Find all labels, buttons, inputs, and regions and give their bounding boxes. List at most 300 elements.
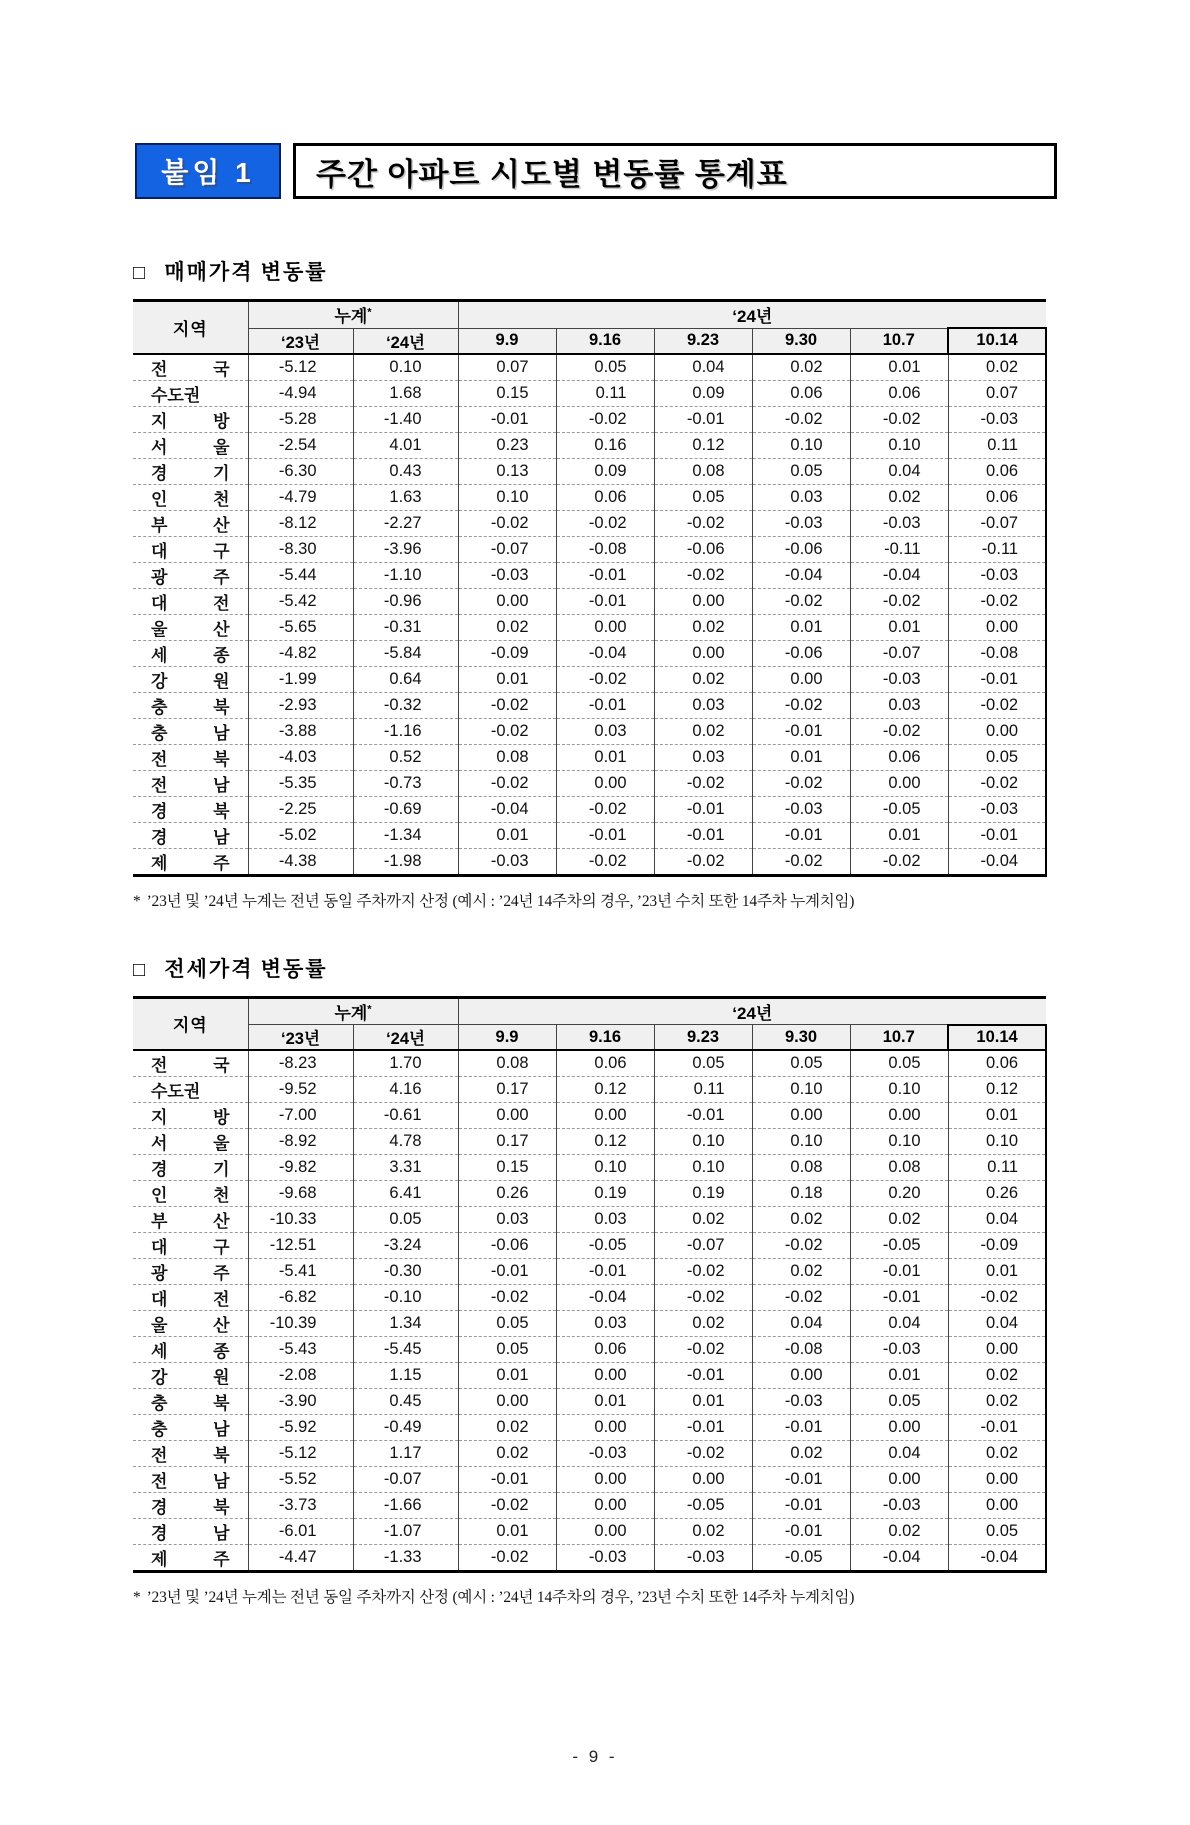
region-label: 세 종	[133, 640, 248, 666]
section-title-jeonse-label: 전세가격 변동률	[164, 956, 328, 981]
value-cell: -0.02	[556, 510, 654, 536]
value-cell: 0.11	[654, 1077, 752, 1103]
column-header-week-9-23: 9.23	[654, 1025, 752, 1051]
value-cell: 0.01	[752, 614, 850, 640]
value-cell: 0.26	[458, 1181, 556, 1207]
value-cell: 0.00	[556, 614, 654, 640]
value-cell: -0.02	[850, 718, 948, 744]
value-cell: 0.10	[850, 432, 948, 458]
table-row	[133, 1441, 1046, 1467]
value-cell: -0.02	[458, 1285, 556, 1311]
value-cell: 0.10	[752, 432, 850, 458]
value-cell: -0.03	[850, 1337, 948, 1363]
value-cell: 0.00	[850, 770, 948, 796]
value-cell: -4.47	[248, 1545, 353, 1572]
square-bullet-icon: □	[133, 958, 148, 981]
value-cell: -0.02	[752, 588, 850, 614]
value-cell: -0.01	[752, 822, 850, 848]
value-cell: 0.26	[948, 1181, 1046, 1207]
value-cell: 0.43	[353, 458, 458, 484]
value-cell: -0.02	[948, 1285, 1046, 1311]
attachment-badge-label: 붙임 1	[161, 157, 255, 188]
region-label: 제 주	[133, 1545, 248, 1572]
value-cell: -0.07	[948, 510, 1046, 536]
value-cell: -5.92	[248, 1415, 353, 1441]
value-cell: 0.09	[556, 458, 654, 484]
value-cell: 0.17	[458, 1077, 556, 1103]
value-cell: -0.02	[654, 848, 752, 875]
footnote-text: ’23년 및 ’24년 누계는 전년 동일 주차까지 산정 (예시 : ’24년 14주차의 경우, ’23년 수치 또한 14주차 누계치임)	[146, 892, 855, 910]
value-cell: -0.01	[752, 1415, 850, 1441]
region-label: 광 주	[133, 562, 248, 588]
value-cell: 0.64	[353, 666, 458, 692]
value-cell: 0.00	[458, 1103, 556, 1129]
value-cell: 0.08	[458, 1050, 556, 1077]
section-title-sales	[133, 256, 1190, 286]
region-label: 전 국	[133, 1050, 248, 1077]
value-cell: -12.51	[248, 1233, 353, 1259]
value-cell: -0.01	[654, 406, 752, 432]
value-cell: -9.52	[248, 1077, 353, 1103]
page-title-box	[293, 143, 1057, 199]
value-cell: 0.03	[654, 744, 752, 770]
value-cell: 0.00	[752, 1103, 850, 1129]
table-row	[133, 1363, 1046, 1389]
footnote-asterisk: *	[367, 306, 372, 319]
value-cell: 4.16	[353, 1077, 458, 1103]
value-cell: -4.79	[248, 484, 353, 510]
value-cell: 0.00	[556, 1467, 654, 1493]
region-label: 전 남	[133, 770, 248, 796]
footnote-text: ’23년 및 ’24년 누계는 전년 동일 주차까지 산정 (예시 : ’24년 14주차의 경우, ’23년 수치 또한 14주차 누계치임)	[146, 1589, 855, 1606]
value-cell: 0.01	[752, 744, 850, 770]
value-cell: -3.24	[353, 1233, 458, 1259]
value-cell: -0.49	[353, 1415, 458, 1441]
value-cell: 0.05	[654, 1050, 752, 1077]
value-cell: -0.03	[752, 1389, 850, 1415]
value-cell: -1.34	[353, 822, 458, 848]
value-cell: -0.01	[556, 588, 654, 614]
value-cell: 0.00	[948, 1493, 1046, 1519]
section-title-sales-label: 매매가격 변동률	[164, 260, 328, 284]
value-cell: -0.04	[458, 796, 556, 822]
table-row	[133, 1077, 1046, 1103]
value-cell: -5.44	[248, 562, 353, 588]
value-cell: -0.02	[654, 1259, 752, 1285]
value-cell: 0.04	[654, 354, 752, 381]
value-cell: 0.00	[948, 1337, 1046, 1363]
table-row	[133, 1259, 1046, 1285]
value-cell: -0.01	[752, 1519, 850, 1545]
value-cell: 0.02	[458, 614, 556, 640]
table-row	[133, 1545, 1046, 1572]
value-cell: 0.10	[654, 1129, 752, 1155]
value-cell: -10.39	[248, 1311, 353, 1337]
column-group-year: ‘24년	[458, 997, 1046, 1025]
value-cell: 0.04	[948, 1207, 1046, 1233]
footnote-marker: *	[133, 1589, 141, 1606]
table-row	[133, 1233, 1046, 1259]
value-cell: -5.35	[248, 770, 353, 796]
footnote-sales	[133, 889, 1190, 911]
table-row	[133, 1415, 1046, 1441]
value-cell: -0.01	[948, 1415, 1046, 1441]
table-row	[133, 1155, 1046, 1181]
value-cell: -0.73	[353, 770, 458, 796]
value-cell: 1.17	[353, 1441, 458, 1467]
value-cell: -0.02	[458, 692, 556, 718]
value-cell: 0.10	[458, 484, 556, 510]
value-cell: -0.01	[948, 666, 1046, 692]
table-row	[133, 562, 1046, 588]
value-cell: 0.01	[458, 666, 556, 692]
value-cell: 0.12	[948, 1077, 1046, 1103]
value-cell: -0.01	[458, 406, 556, 432]
value-cell: 0.10	[752, 1129, 850, 1155]
value-cell: -2.54	[248, 432, 353, 458]
value-cell: 0.05	[752, 458, 850, 484]
table-subheader-row	[133, 328, 1046, 354]
value-cell: -5.02	[248, 822, 353, 848]
value-cell: -0.02	[752, 406, 850, 432]
value-cell: -0.11	[948, 536, 1046, 562]
region-label: 경 기	[133, 458, 248, 484]
value-cell: -1.33	[353, 1545, 458, 1572]
value-cell: 0.09	[654, 380, 752, 406]
value-cell: 0.45	[353, 1389, 458, 1415]
attachment-badge	[135, 143, 281, 199]
value-cell: 0.03	[556, 1311, 654, 1337]
value-cell: 0.00	[948, 718, 1046, 744]
column-header-week-9-23: 9.23	[654, 328, 752, 354]
value-cell: 0.07	[458, 354, 556, 381]
value-cell: -3.96	[353, 536, 458, 562]
region-label: 경 기	[133, 1155, 248, 1181]
value-cell: 0.01	[458, 1519, 556, 1545]
value-cell: 0.06	[556, 1337, 654, 1363]
value-cell: -0.03	[948, 796, 1046, 822]
value-cell: 0.00	[752, 1363, 850, 1389]
table-row	[133, 848, 1046, 875]
table-row	[133, 770, 1046, 796]
value-cell: 0.01	[556, 1389, 654, 1415]
value-cell: 0.05	[850, 1050, 948, 1077]
value-cell: -0.05	[654, 1493, 752, 1519]
column-header-week-9-30: 9.30	[752, 328, 850, 354]
column-group-cumulative: 누계*	[248, 301, 458, 329]
section-title-jeonse	[133, 953, 1190, 983]
table-row	[133, 1103, 1046, 1129]
value-cell: 0.11	[948, 1155, 1046, 1181]
value-cell: 0.19	[556, 1181, 654, 1207]
value-cell: 0.10	[948, 1129, 1046, 1155]
document-header	[135, 143, 1057, 199]
value-cell: 0.00	[850, 1103, 948, 1129]
value-cell: -0.02	[752, 1233, 850, 1259]
value-cell: -5.45	[353, 1337, 458, 1363]
value-cell: -8.12	[248, 510, 353, 536]
value-cell: 0.12	[556, 1077, 654, 1103]
value-cell: -4.94	[248, 380, 353, 406]
value-cell: -0.04	[556, 640, 654, 666]
value-cell: -0.02	[654, 510, 752, 536]
value-cell: -0.02	[948, 770, 1046, 796]
value-cell: -0.02	[752, 848, 850, 875]
region-label: 강 원	[133, 666, 248, 692]
value-cell: 0.02	[654, 718, 752, 744]
value-cell: 0.13	[458, 458, 556, 484]
region-label: 충 북	[133, 692, 248, 718]
page-number: - 9 -	[572, 1747, 618, 1766]
table-row	[133, 380, 1046, 406]
value-cell: -0.01	[654, 1415, 752, 1441]
value-cell: -0.02	[752, 770, 850, 796]
value-cell: 0.04	[850, 1441, 948, 1467]
value-cell: 4.01	[353, 432, 458, 458]
value-cell: 0.03	[752, 484, 850, 510]
value-cell: 0.08	[458, 744, 556, 770]
value-cell: -0.32	[353, 692, 458, 718]
column-header-week-9-9: 9.9	[458, 1025, 556, 1051]
value-cell: 0.04	[752, 1311, 850, 1337]
value-cell: -0.02	[948, 588, 1046, 614]
value-cell: -5.41	[248, 1259, 353, 1285]
value-cell: -0.01	[752, 718, 850, 744]
value-cell: 0.02	[752, 1259, 850, 1285]
value-cell: -0.06	[458, 1233, 556, 1259]
value-cell: 0.02	[850, 484, 948, 510]
value-cell: 0.05	[458, 1311, 556, 1337]
region-label: 경 남	[133, 822, 248, 848]
value-cell: -0.30	[353, 1259, 458, 1285]
value-cell: -9.68	[248, 1181, 353, 1207]
value-cell: 0.00	[556, 1363, 654, 1389]
value-cell: 1.15	[353, 1363, 458, 1389]
region-label: 울 산	[133, 1311, 248, 1337]
value-cell: -0.01	[654, 1363, 752, 1389]
region-label: 대 전	[133, 1285, 248, 1311]
value-cell: -0.04	[850, 562, 948, 588]
table-row	[133, 718, 1046, 744]
region-label: 경 북	[133, 1493, 248, 1519]
table-row	[133, 1311, 1046, 1337]
table-row	[133, 796, 1046, 822]
value-cell: -0.09	[458, 640, 556, 666]
value-cell: 0.17	[458, 1129, 556, 1155]
value-cell: -0.02	[654, 770, 752, 796]
value-cell: -5.12	[248, 354, 353, 381]
sales-price-section	[0, 256, 1190, 911]
value-cell: 0.02	[752, 354, 850, 381]
value-cell: -0.09	[948, 1233, 1046, 1259]
value-cell: 0.15	[458, 380, 556, 406]
value-cell: -1.10	[353, 562, 458, 588]
value-cell: -0.05	[850, 796, 948, 822]
value-cell: 0.02	[948, 1441, 1046, 1467]
value-cell: 0.19	[654, 1181, 752, 1207]
column-header-2024: ‘24년	[353, 328, 458, 354]
value-cell: -1.40	[353, 406, 458, 432]
footnote-marker: *	[133, 892, 141, 910]
table-row	[133, 1493, 1046, 1519]
footnote-asterisk: *	[367, 1003, 372, 1016]
value-cell: -0.02	[556, 666, 654, 692]
value-cell: 0.02	[752, 1207, 850, 1233]
value-cell: -5.43	[248, 1337, 353, 1363]
region-label: 세 종	[133, 1337, 248, 1363]
value-cell: -0.02	[850, 848, 948, 875]
value-cell: -7.00	[248, 1103, 353, 1129]
value-cell: -0.04	[948, 848, 1046, 875]
value-cell: -0.02	[458, 510, 556, 536]
value-cell: 0.02	[458, 1415, 556, 1441]
table-row	[133, 458, 1046, 484]
value-cell: 0.10	[353, 354, 458, 381]
value-cell: 0.01	[850, 822, 948, 848]
value-cell: -5.12	[248, 1441, 353, 1467]
column-header-2024: ‘24년	[353, 1025, 458, 1051]
value-cell: -0.01	[654, 1103, 752, 1129]
value-cell: 0.03	[556, 718, 654, 744]
region-label: 전 북	[133, 1441, 248, 1467]
value-cell: 0.10	[654, 1155, 752, 1181]
value-cell: -0.01	[458, 1259, 556, 1285]
value-cell: 0.06	[948, 1050, 1046, 1077]
value-cell: 0.05	[752, 1050, 850, 1077]
table-row	[133, 692, 1046, 718]
value-cell: -5.28	[248, 406, 353, 432]
value-cell: 0.00	[948, 614, 1046, 640]
value-cell: 0.05	[948, 744, 1046, 770]
value-cell: -0.08	[752, 1337, 850, 1363]
value-cell: -0.02	[850, 588, 948, 614]
value-cell: -0.03	[948, 562, 1046, 588]
value-cell: -5.84	[353, 640, 458, 666]
value-cell: -0.01	[850, 1285, 948, 1311]
table-row	[133, 1129, 1046, 1155]
value-cell: 0.01	[458, 822, 556, 848]
value-cell: 0.06	[752, 380, 850, 406]
value-cell: -0.02	[458, 1545, 556, 1572]
value-cell: 0.01	[948, 1103, 1046, 1129]
value-cell: -0.08	[556, 536, 654, 562]
value-cell: 0.02	[752, 1441, 850, 1467]
region-label: 수도권	[133, 380, 248, 406]
value-cell: -3.73	[248, 1493, 353, 1519]
value-cell: -0.02	[556, 848, 654, 875]
value-cell: 0.02	[654, 666, 752, 692]
value-cell: 0.18	[752, 1181, 850, 1207]
value-cell: -0.02	[654, 1337, 752, 1363]
column-header-week-9-30: 9.30	[752, 1025, 850, 1051]
value-cell: 0.02	[654, 614, 752, 640]
value-cell: 0.02	[948, 1389, 1046, 1415]
value-cell: 0.06	[556, 484, 654, 510]
value-cell: 0.00	[556, 1103, 654, 1129]
region-label: 충 남	[133, 718, 248, 744]
value-cell: 0.02	[654, 1311, 752, 1337]
value-cell: -0.03	[850, 510, 948, 536]
value-cell: 0.08	[654, 458, 752, 484]
column-header-week-10-14: 10.14	[948, 1025, 1046, 1051]
value-cell: 0.02	[948, 1363, 1046, 1389]
value-cell: -3.90	[248, 1389, 353, 1415]
column-header-week-9-9: 9.9	[458, 328, 556, 354]
value-cell: -0.01	[752, 1493, 850, 1519]
value-cell: 0.02	[948, 354, 1046, 381]
value-cell: -0.02	[948, 692, 1046, 718]
value-cell: 0.10	[850, 1077, 948, 1103]
value-cell: -0.02	[752, 1285, 850, 1311]
value-cell: 0.05	[353, 1207, 458, 1233]
value-cell: 0.06	[850, 380, 948, 406]
value-cell: 0.04	[948, 1311, 1046, 1337]
value-cell: 0.02	[850, 1207, 948, 1233]
value-cell: 0.12	[654, 432, 752, 458]
column-group-cumulative: 누계*	[248, 997, 458, 1025]
value-cell: -2.25	[248, 796, 353, 822]
value-cell: 0.05	[850, 1389, 948, 1415]
column-header-2023: ‘23년	[248, 328, 353, 354]
value-cell: -4.38	[248, 848, 353, 875]
value-cell: 0.00	[458, 588, 556, 614]
value-cell: 0.00	[556, 770, 654, 796]
region-label: 경 남	[133, 1519, 248, 1545]
value-cell: -0.02	[458, 1493, 556, 1519]
region-label: 대 전	[133, 588, 248, 614]
value-cell: 0.05	[556, 354, 654, 381]
value-cell: -0.11	[850, 536, 948, 562]
value-cell: -4.03	[248, 744, 353, 770]
value-cell: 0.00	[850, 1415, 948, 1441]
value-cell: 0.00	[556, 1415, 654, 1441]
table-subheader-row	[133, 1025, 1046, 1051]
value-cell: -0.01	[556, 1259, 654, 1285]
value-cell: -0.02	[752, 692, 850, 718]
region-label: 인 천	[133, 1181, 248, 1207]
value-cell: 0.16	[556, 432, 654, 458]
footnote-jeonse	[133, 1585, 1190, 1607]
value-cell: 0.05	[948, 1519, 1046, 1545]
value-cell: -0.02	[850, 406, 948, 432]
value-cell: -0.02	[458, 718, 556, 744]
region-label: 전 남	[133, 1467, 248, 1493]
value-cell: -0.04	[556, 1285, 654, 1311]
table-row	[133, 1207, 1046, 1233]
table-row	[133, 640, 1046, 666]
column-header-2023: ‘23년	[248, 1025, 353, 1051]
value-cell: 0.01	[850, 614, 948, 640]
value-cell: -0.61	[353, 1103, 458, 1129]
value-cell: 0.02	[654, 1519, 752, 1545]
value-cell: -0.03	[850, 1493, 948, 1519]
table-row	[133, 484, 1046, 510]
value-cell: -1.66	[353, 1493, 458, 1519]
region-label: 부 산	[133, 510, 248, 536]
value-cell: 0.11	[556, 380, 654, 406]
value-cell: 0.01	[654, 1389, 752, 1415]
table-row	[133, 1337, 1046, 1363]
value-cell: -0.04	[752, 562, 850, 588]
value-cell: -1.98	[353, 848, 458, 875]
value-cell: 0.01	[850, 354, 948, 381]
value-cell: 0.00	[458, 1389, 556, 1415]
value-cell: 0.52	[353, 744, 458, 770]
value-cell: 0.10	[556, 1155, 654, 1181]
value-cell: 0.10	[752, 1077, 850, 1103]
value-cell: -0.03	[556, 1545, 654, 1572]
value-cell: 0.02	[458, 1441, 556, 1467]
